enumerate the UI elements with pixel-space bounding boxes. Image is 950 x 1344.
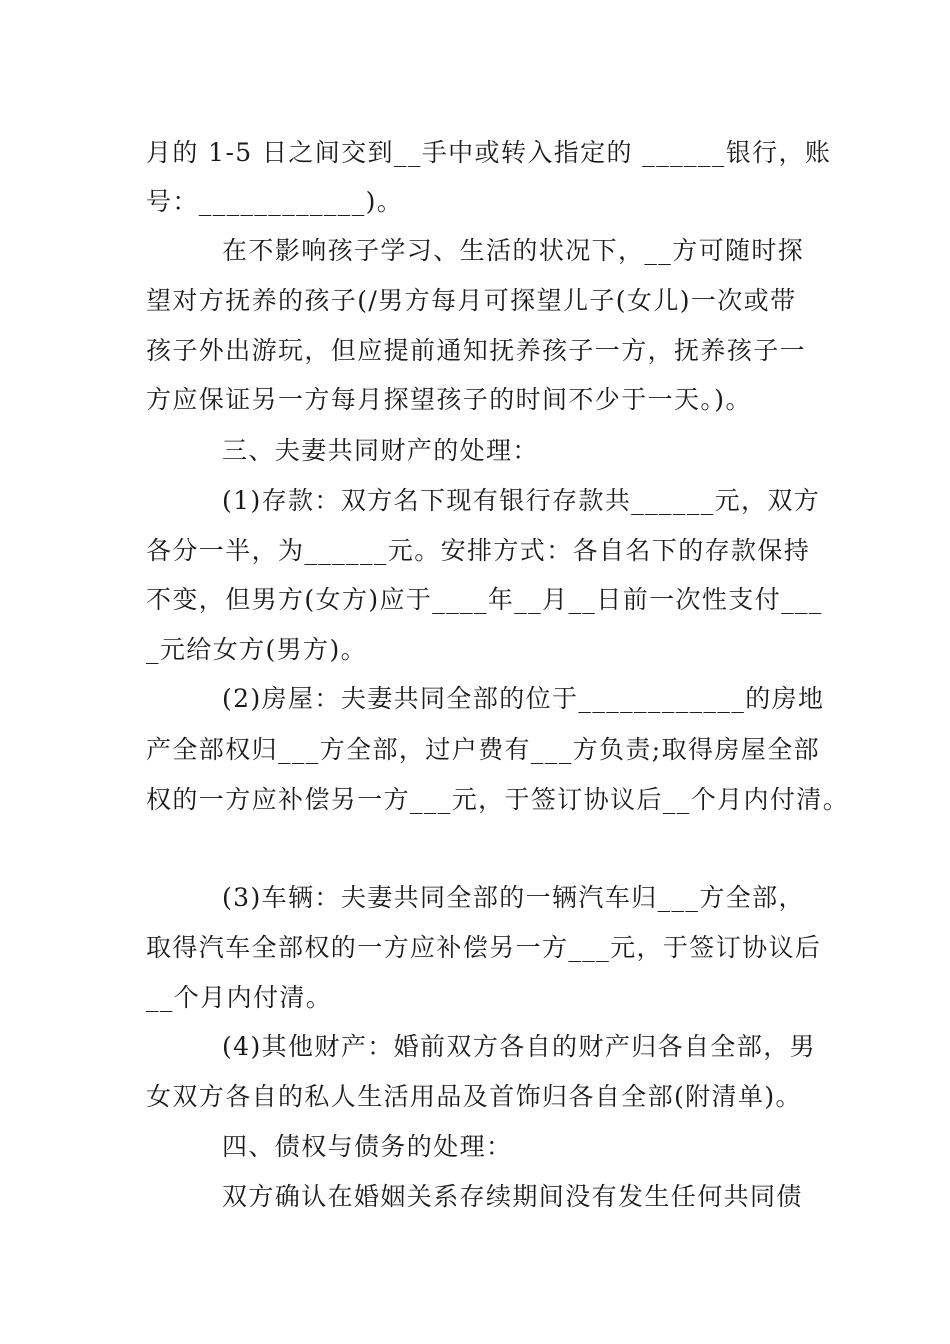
text-line: 女双方各自的私人生活用品及首饰归各自全部(附清单)。 [146,1082,802,1111]
text-line: 不变，但男方(女方)应于____年__月__日前一次性支付___ [146,585,823,614]
paragraph-start-line: 双方确认在婚姻关系存续期间没有发生任何共同债 [222,1182,803,1211]
section-heading: 三、夫妻共同财产的处理： [222,436,539,465]
text-line: 月的 1-5 日之间交到__手中或转入指定的 ______银行，账 [146,138,832,167]
text-line: 孩子外出游玩，但应提前通知抚养孩子一方，抚养孩子一 [146,336,807,365]
text-line: 权的一方应补偿另一方___元，于签订协议后__个月内付清。 [146,785,850,814]
paragraph-start-line: (4)其他财产：婚前双方各自的财产归各自全部，男 [222,1032,817,1061]
text-line: 各分一半，为______元。安排方式：各自名下的存款保持 [146,536,811,565]
text-line: __个月内付清。 [146,983,333,1012]
paragraph-start-line: (3)车辆：夫妻共同全部的一辆汽车归___方全部， [222,883,805,912]
paragraph-start-line: (1)存款：双方名下现有银行存款共______元，双方 [222,486,821,515]
paragraph-start-line: (2)房屋：夫妻共同全部的位于____________的房地 [222,684,825,713]
text-line: 产全部权归___方全部，过户费有___方负责;取得房屋全部 [146,735,821,764]
text-line: 望对方抚养的孩子(/男方每月可探望儿子(女儿)一次或带 [146,286,797,315]
section-heading: 四、债权与债务的处理： [222,1132,513,1161]
paragraph-start-line: 在不影响孩子学习、生活的状况下，__方可随时探 [222,236,805,265]
text-line: _元给女方(男方)。 [146,635,368,664]
text-line: 取得汽车全部权的一方应补偿另一方___元，于签订协议后 [146,933,822,962]
text-line: 方应保证另一方每月探望孩子的时间不少于一天。)。 [146,385,752,414]
text-line: 号：____________)。 [146,187,404,216]
